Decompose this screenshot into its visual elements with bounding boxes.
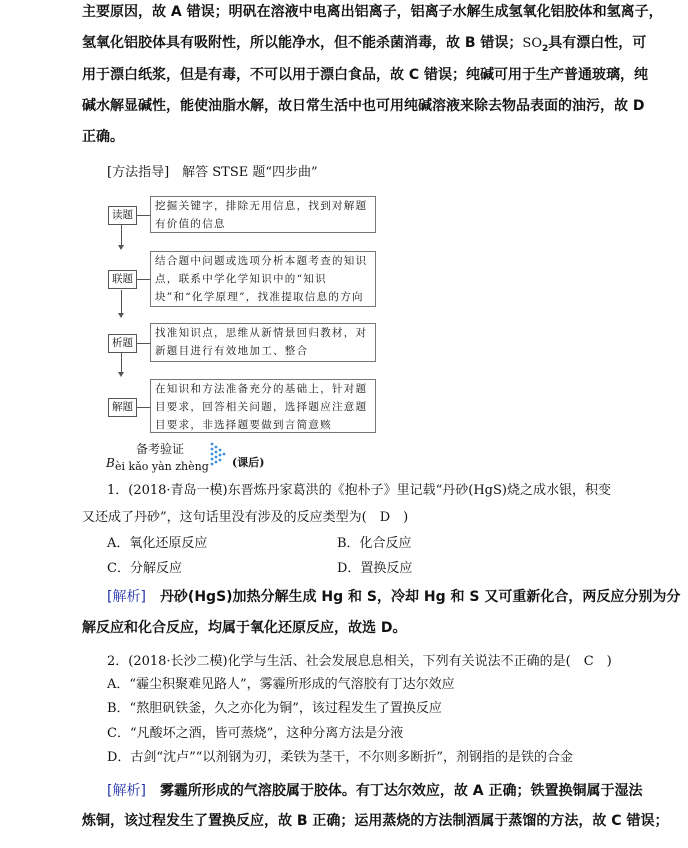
- analysis-tag: [解析]: [107, 783, 146, 799]
- connector: [136, 407, 150, 408]
- step-box: 挖掘关键字，排除无用信息，找到对解题有价值的信息: [150, 196, 376, 233]
- text-line: 用于漂白纸浆，但是有毒，不可以用于漂白食品，故 C 错误；纯碱可用于生产普通玻璃，纯: [82, 67, 649, 83]
- step-box: 在知识和方法准备充分的基础上，针对题目要求，回答相关问题，选择题应注意题目要求，非选择题要做到言简意赅: [150, 379, 376, 433]
- connector: [136, 343, 150, 344]
- option-c: C．分解反应: [107, 561, 182, 576]
- formula: SO: [522, 36, 542, 51]
- arrow-down-icon: [121, 290, 122, 314]
- section-pinyin: èi kǎo yàn zhèng: [115, 460, 209, 473]
- text-span: 具有漂白性，可: [548, 35, 647, 51]
- step-box: 结合题中问题或选项分析本题考查的知识点，联系中学化学知识中的“知识块”和“化学原理”，找准提取信息的方向: [150, 251, 376, 307]
- option-b: B．化合反应: [337, 536, 412, 551]
- question-stem: 2．(2018·长沙二模)化学与生活、社会发展息息相关，下列有关说法不正确的是( C ): [107, 654, 612, 669]
- arrow-down-icon: [121, 225, 122, 246]
- connector: [136, 279, 150, 280]
- section-title: 备考验证: [136, 442, 185, 456]
- option-c: C．“凡酸坏之酒，皆可蒸烧”，这种分离方法是分液: [107, 726, 404, 741]
- step-label: 读题: [108, 206, 137, 225]
- arrow-down-icon: [121, 353, 122, 373]
- text-line: [82, 34, 647, 58]
- text-line: 正确。: [82, 129, 124, 145]
- step-label: 解题: [108, 398, 137, 417]
- analysis-line: 解反应和化合反应，均属于氧化还原反应，故选 D。: [82, 620, 407, 636]
- option-a: A．氧化还原反应: [107, 536, 208, 551]
- step-box: 找准知识点，思维从新情景回归教材，对新题目进行有效地加工、整合: [150, 323, 376, 362]
- method-title: [方法指导] 解答 STSE 题“四步曲”: [107, 165, 318, 180]
- step-label: 联题: [108, 270, 137, 289]
- question-stem: 1．(2018·青岛一模)东晋炼丹家葛洪的《抱朴子》里记载“丹砂(HgS)烧之成水银，积变: [107, 483, 611, 498]
- analysis-line: [107, 782, 643, 800]
- step-label: 析题: [108, 334, 137, 353]
- text-span: 氢氧化铝胶体具有吸附性，所以能净水，但不能杀菌消毒，故 B 错误；: [82, 35, 523, 51]
- text-span: 雾霾所形成的气溶胶属于胶体。有丁达尔效应，故 A 正确；铁置换铜属于湿法: [159, 783, 643, 799]
- option-d: D．置换反应: [337, 561, 413, 576]
- triangle-dots-icon: [210, 442, 226, 468]
- analysis-tag: [解析]: [107, 589, 146, 605]
- option-b: B．“熬胆矾铁釜，久之亦化为铜”，该过程发生了置换反应: [107, 701, 442, 716]
- text-span: 丹砂(HgS)加热分解生成 Hg 和 S，冷却 Hg 和 S 又可重新化合，两反应分别为分: [159, 589, 681, 605]
- text-line: 主要原因，故 A 错误；明矾在溶液中电离出铝离子，铝离子水解生成氢氧化铝胶体和氢离子，: [82, 4, 663, 20]
- section-note: (课后): [232, 456, 265, 469]
- analysis-line: 炼铜，该过程发生了置换反应，故 B 正确；运用蒸烧的方法制酒属于蒸馏的方法，故 C 错误；: [82, 813, 669, 829]
- formula-subscript: 2: [542, 43, 549, 54]
- section-initial: B: [106, 456, 115, 470]
- option-d: D．古剑“沈卢”“以剂钢为刃，柔铁为茎干，不尔则多断折”，剂钢指的是铁的合金: [107, 750, 574, 765]
- text-line: 碱水解显碱性，能使油脂水解，故日常生活中也可用纯碱溶液来除去物品表面的油污，故 D: [82, 98, 645, 114]
- connector: [136, 215, 150, 216]
- option-a: A．“霾尘积聚难见路人”，雾霾所形成的气溶胶有丁达尔效应: [107, 677, 455, 692]
- question-stem: 又还成了丹砂”，这句话里没有涉及的反应类型为( D ): [82, 510, 409, 525]
- analysis-line: [107, 588, 681, 606]
